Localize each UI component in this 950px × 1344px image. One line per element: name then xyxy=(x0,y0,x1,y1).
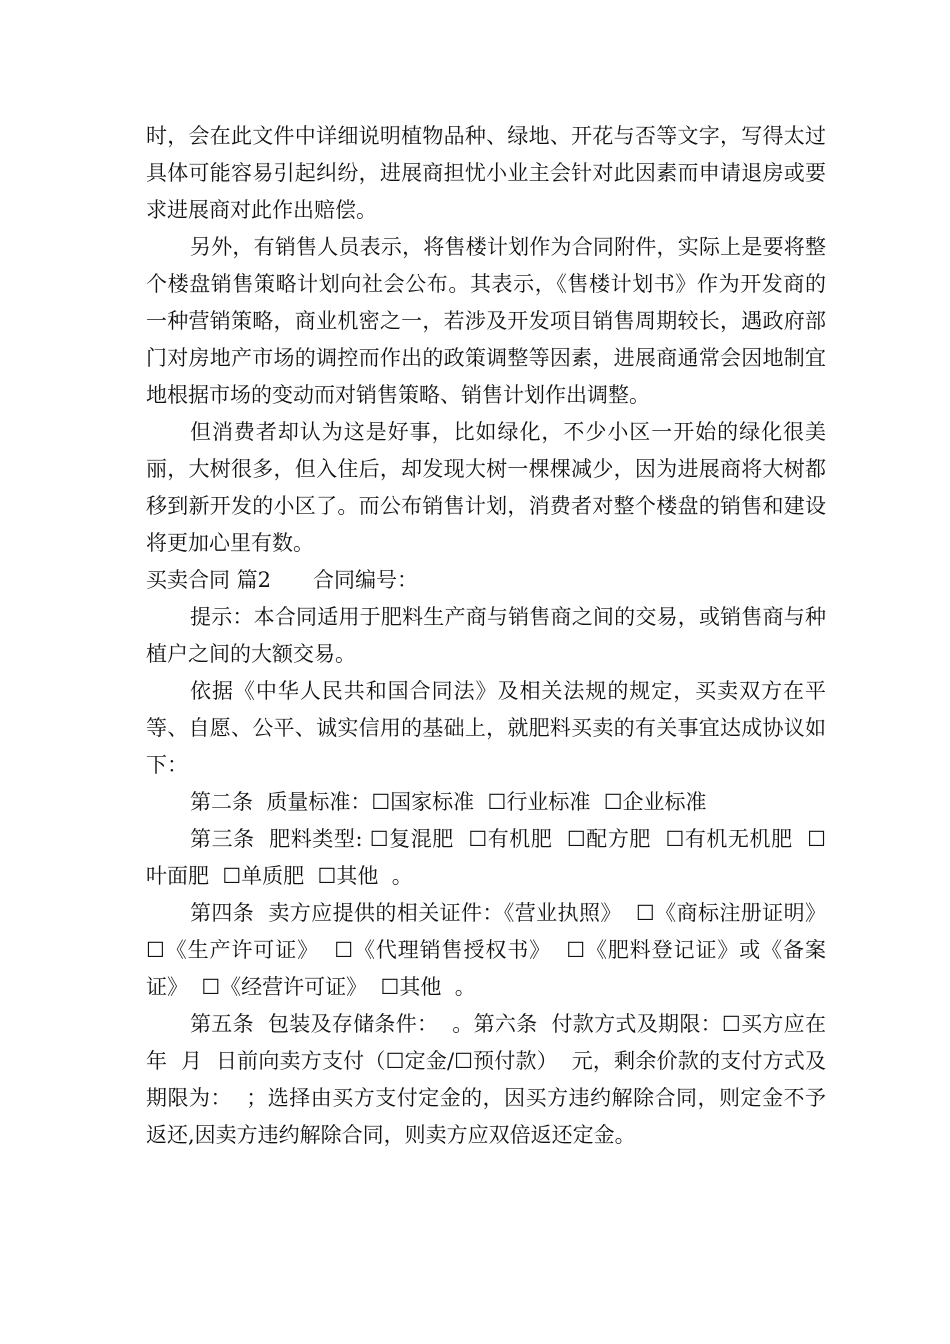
paragraph-contract-basis: 依据《中华人民共和国合同法》及相关法规的规定，买卖双方在平等、自愿、公平、诚实信用的基础上，就肥料买卖的有关事宜达成协议如下： xyxy=(146,679,826,777)
clause-quality-standard: 第二条 质量标准：☐国家标准 ☐行业标准 ☐企业标准 xyxy=(190,790,707,814)
clause-required-certificates: 第四条 卖方应提供的相关证件：《营业执照》 ☐《商标注册证明》 ☐《生产许可证》 ☐《代理销售授权书》 ☐《肥料登记证》或《备案证》 ☐《经营许可证》 ☐其他 。 xyxy=(146,901,840,999)
paragraph-consumer-view: 但消费者却认为这是好事，比如绿化，不少小区一开始的绿化很美丽，大树很多，但入住后，却发现大树一棵棵减少，因为进展商将大树都移到新开发的小区了。而公布销售计划，消费者对整个楼盘的销售和建设将更加心里有数。 xyxy=(146,420,826,555)
paragraph-greening-dispute: 时，会在此文件中详细说明植物品种、绿地、开花与否等文字，写得太过具体可能容易引起纠纷，进展商担忧小业主会针对此因素而申请退房或要求进展商对此作出赔偿。 xyxy=(146,124,826,222)
document-page xyxy=(146,118,840,1154)
clause-fertilizer-type: 第三条 肥料类型: ☐复混肥 ☐有机肥 ☐配方肥 ☐有机无机肥 ☐叶面肥 ☐单质肥 ☐其他 。 xyxy=(146,827,826,888)
paragraph-contract-notice: 提示：本合同适用于肥料生产商与销售商之间的交易，或销售商与种植户之间的大额交易。 xyxy=(146,605,826,666)
contract-section-heading: 买卖合同 篇2 合同编号： xyxy=(146,568,419,592)
clause-packaging-payment: 第五条 包装及存储条件： 。第六条 付款方式及期限：☐买方应在 年 月 日前向卖方支付（☐定金/☐预付款） 元，剩余价款的支付方式及期限为： ；选择由买方支付定金的，因买方违约解除合同，则定金不予返还,因卖方违约解除合同，则卖方应双倍返还定金。 xyxy=(146,1012,840,1147)
paragraph-sales-plan: 另外，有销售人员表示，将售楼计划作为合同附件，实际上是要将整个楼盘销售策略计划向社会公布。其表示，《售楼计划书》作为开发商的一种营销策略，商业机密之一，若涉及开发项目销售周期较长，遇政府部门对房地产市场的调控而作出的政策调整等因素，进展商通常会因地制宜地根据市场的变动而对销售策略、销售计划作出调整。 xyxy=(146,235,826,407)
